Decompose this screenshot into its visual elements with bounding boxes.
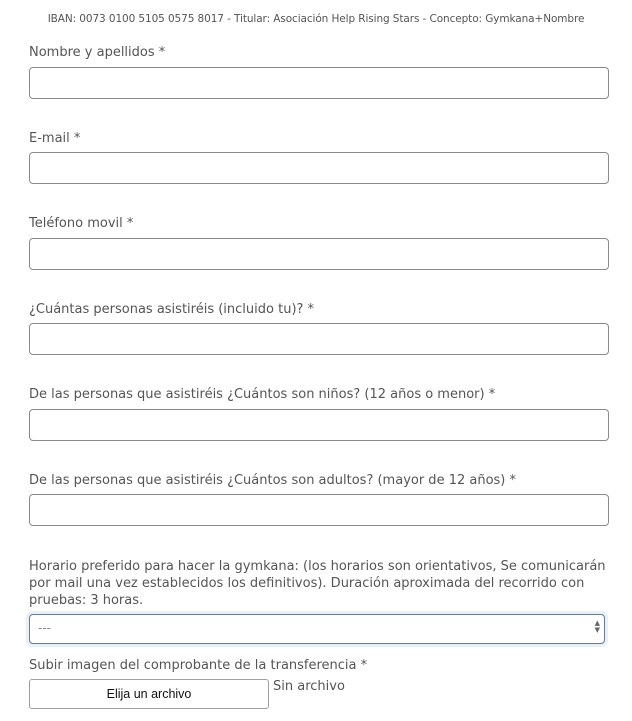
adults-input[interactable] (29, 494, 609, 526)
email-input[interactable] (29, 152, 609, 184)
arrow-up-icon: ▲ (594, 619, 600, 627)
schedule-selected-value: --- (38, 621, 51, 635)
schedule-select[interactable] (29, 614, 605, 644)
phone-label: Teléfono movil * (29, 216, 134, 231)
email-label: E-mail * (29, 131, 81, 146)
schedule-label: Horario preferido para hacer la gymkana: (los horarios son orientativos, Se comunicarán por mail una vez establecidos los definitivos). Duración aproximada del recorrido con pruebas: 3 horas. (29, 559, 606, 608)
attendees-input[interactable] (29, 323, 609, 355)
attendees-label: ¿Cuántas personas asistiréis (incluido tu)? * (29, 302, 315, 317)
adults-label: De las personas que asistiréis ¿Cuántos son adultos? (mayor de 12 años) * (29, 473, 517, 488)
iban-info: IBAN: 0073 0100 5105 0575 8017 - Titular: Asociación Help Rising Stars - Concepto: Gymkana+Nombre (47, 13, 585, 25)
file-status: Sin archivo (273, 679, 345, 694)
name-label: Nombre y apellidos * (29, 45, 166, 60)
select-arrows-icon (595, 620, 600, 634)
choose-file-button[interactable]: Elija un archivo (29, 679, 269, 709)
upload-label: Subir imagen del comprobante de la transferencia * (29, 658, 368, 673)
name-input[interactable] (29, 67, 609, 99)
children-label: De las personas que asistiréis ¿Cuántos son niños? (12 años o menor) * (29, 387, 496, 402)
arrow-down-icon: ▼ (594, 626, 600, 634)
phone-input[interactable] (29, 238, 609, 270)
children-input[interactable] (29, 409, 609, 441)
